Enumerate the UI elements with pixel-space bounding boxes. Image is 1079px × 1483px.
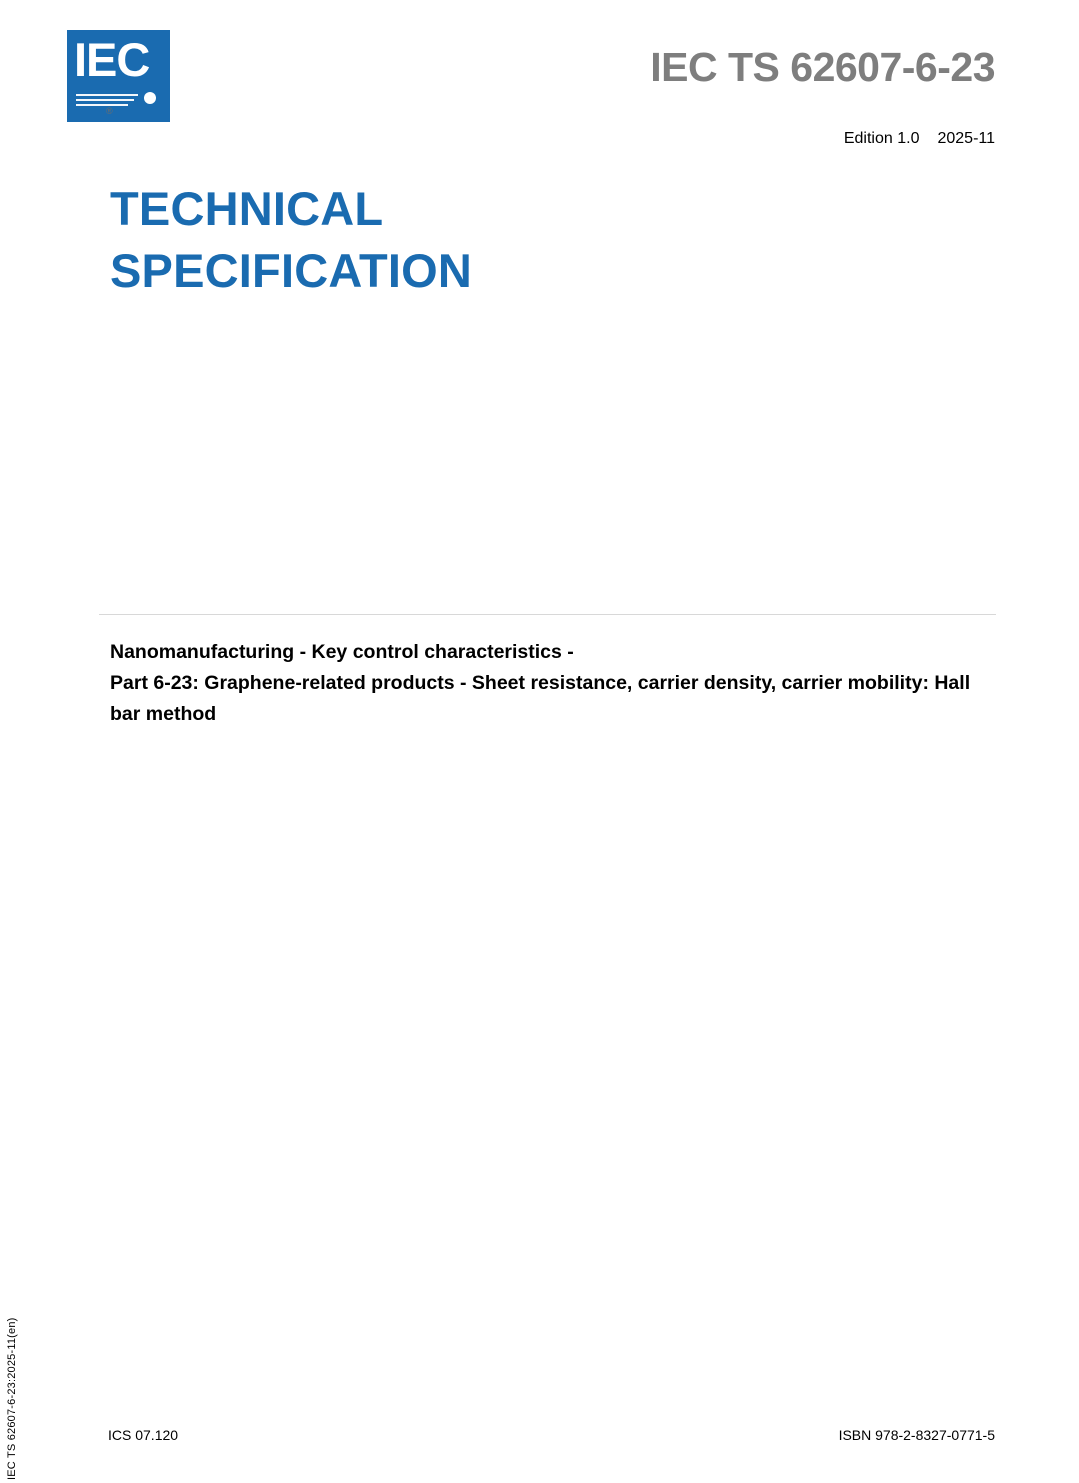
edition-label: Edition 1.0 <box>843 130 920 147</box>
document-number: IEC TS 62607-6-23 <box>650 44 995 90</box>
registered-trademark-mark: ® <box>106 106 113 116</box>
header-divider <box>99 614 996 615</box>
isbn-code: ISBN 978-2-8327-0771-5 <box>838 1427 995 1443</box>
edition-date: 2025-11 <box>937 130 995 147</box>
spine-reference: IEC TS 62607-6-23:2025-11(en) <box>6 1317 18 1480</box>
page-title-line2: SPECIFICATION <box>110 244 473 298</box>
iec-logo <box>67 30 170 122</box>
iec-logo-inner <box>67 30 170 122</box>
edition-line <box>844 130 995 148</box>
page-title <box>110 178 472 302</box>
subject-line2: Part 6-23: Graphene-related products - Sheet resistance, carrier density, carrier mobility: Hall bar method <box>110 672 971 726</box>
document-subject <box>110 637 990 731</box>
page-title-line1: TECHNICAL <box>110 182 384 235</box>
iec-logo-dot-icon <box>144 92 156 104</box>
iec-logo-text: IEC <box>74 33 150 86</box>
ics-code: ICS 07.120 <box>108 1427 179 1443</box>
subject-line1: Nanomanufacturing - Key control characteristics - <box>110 641 574 663</box>
